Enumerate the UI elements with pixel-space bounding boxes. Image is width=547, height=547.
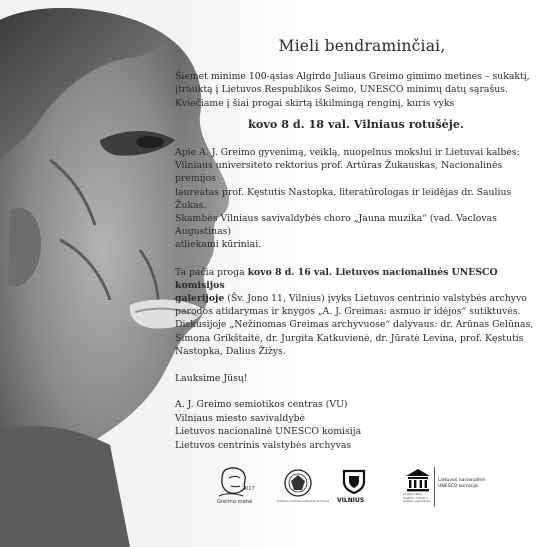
- greeting-heading: Mieli bendraminčiai,: [278, 37, 446, 55]
- exhibition-line: [175, 266, 537, 292]
- exhibition-prefix: Ta pačia proga: [175, 266, 248, 278]
- organizer-item: A. J. Greimo semiotikos centras (VU): [175, 399, 348, 411]
- greimas-sketch-icon: [215, 466, 259, 498]
- program-line: atliekami kūriniai.: [175, 239, 262, 251]
- unesco-label-1: Lietuvos nacionalinė: [438, 478, 486, 483]
- program-paragraph: [175, 146, 537, 252]
- closing-line: Lauksime Jūsų!: [175, 373, 248, 385]
- intro-line: įtrauktą į Lietuvos Respublikos Seimo, UNESCO minimų datų sąrašus.: [175, 84, 508, 96]
- program-line: Skambės Vilniaus savivaldybės choro „Jauna muzika“ (vad. Vaclovas Augustinas): [175, 213, 497, 238]
- exhibition-gallery-bold: galerijoje: [175, 293, 225, 305]
- archive-emblem-icon: [283, 468, 313, 498]
- program-line: laureatas prof. Kęstutis Nastopka, literatūrologas ir leidėjas dr. Saulius Žukas.: [175, 186, 512, 211]
- vilnius-logo: [337, 468, 367, 504]
- exhibition-line: Simona Grikštaitė, dr. Jurgita Katkuvienė, dr. Jūratė Levina, prof. Kęstutis: [175, 332, 524, 344]
- exhibition-location: (Šv. Jono 11, Vilnius) įvyks Lietuvos centrinio valstybės archyvo: [224, 293, 527, 305]
- organizers-list: [175, 398, 537, 452]
- exhibition-line: parodos atidarymas ir knygos „A. J. Greimas: asmuo ir idėjos“ sutiktuvės.: [175, 306, 521, 318]
- intro-line: Kviečiame į šiai progai skirtą iškilmingą renginį, kuris vyks: [175, 97, 455, 109]
- event-time-place: kovo 8 d. 18 val. Vilniaus rotušėje.: [248, 116, 464, 131]
- greimo-caption: Greimo metai: [217, 499, 253, 505]
- unesco-small-line: kultūros organizacija: [403, 500, 430, 503]
- organizer-item: Vilniaus miesto savivaldybė: [175, 412, 306, 424]
- program-line: Apie A. J. Greimo gyvenimą, veiklą, nuopelnus mokslui ir Lietuvai kalbės:: [175, 147, 520, 159]
- exhibition-paragraph: [175, 266, 537, 358]
- logo-strip: [205, 466, 535, 514]
- exhibition-line: Diskusijoje „Nežinomas Greimas archyvuose“ dalyvaus: dr. Arūnas Gelūnas,: [175, 319, 534, 331]
- unesco-temple-icon: [405, 468, 431, 492]
- exhibition-line: Nastopka, Dalius Žižys.: [175, 345, 286, 357]
- intro-paragraph: [175, 70, 537, 110]
- organizer-item: Lietuvos centrinis valstybės archyvas: [175, 439, 352, 451]
- unesco-label-2: UNESCO komisija: [438, 484, 478, 489]
- unesco-divider: [434, 467, 435, 507]
- archive-logo: [277, 468, 330, 503]
- exhibition-time-bold: kovo 8 d. 16 val. Lietuvos nacionalinės UNESCO komisijos: [175, 266, 498, 291]
- vilnius-caption: VILNIUS: [337, 497, 365, 504]
- program-line: Vilniaus universiteto rektorius prof. Artūras Žukauskas, Nacionalinės premijos: [175, 160, 503, 185]
- organizer-item: Lietuvos nacionalinė UNESCO komisija: [175, 426, 362, 438]
- vilnius-shield-icon: [341, 468, 367, 494]
- intro-line: Šiemet minime 100-ąsias Algirdo Juliaus Greimo gimimo metines – sukaktį,: [175, 71, 530, 83]
- archive-caption: Lietuvos centrinis valstybės archyvas: [277, 499, 330, 503]
- letter-text: [175, 37, 537, 452]
- unesco-logo: [403, 468, 486, 503]
- greimo-metai-logo: [215, 466, 259, 505]
- unesco-small-line: Jungtinių Tautų: [403, 493, 423, 496]
- exhibition-line: [175, 292, 537, 305]
- greimo-year: 2017: [242, 486, 255, 492]
- unesco-small-line: Švietimo, mokslo ir: [403, 496, 428, 500]
